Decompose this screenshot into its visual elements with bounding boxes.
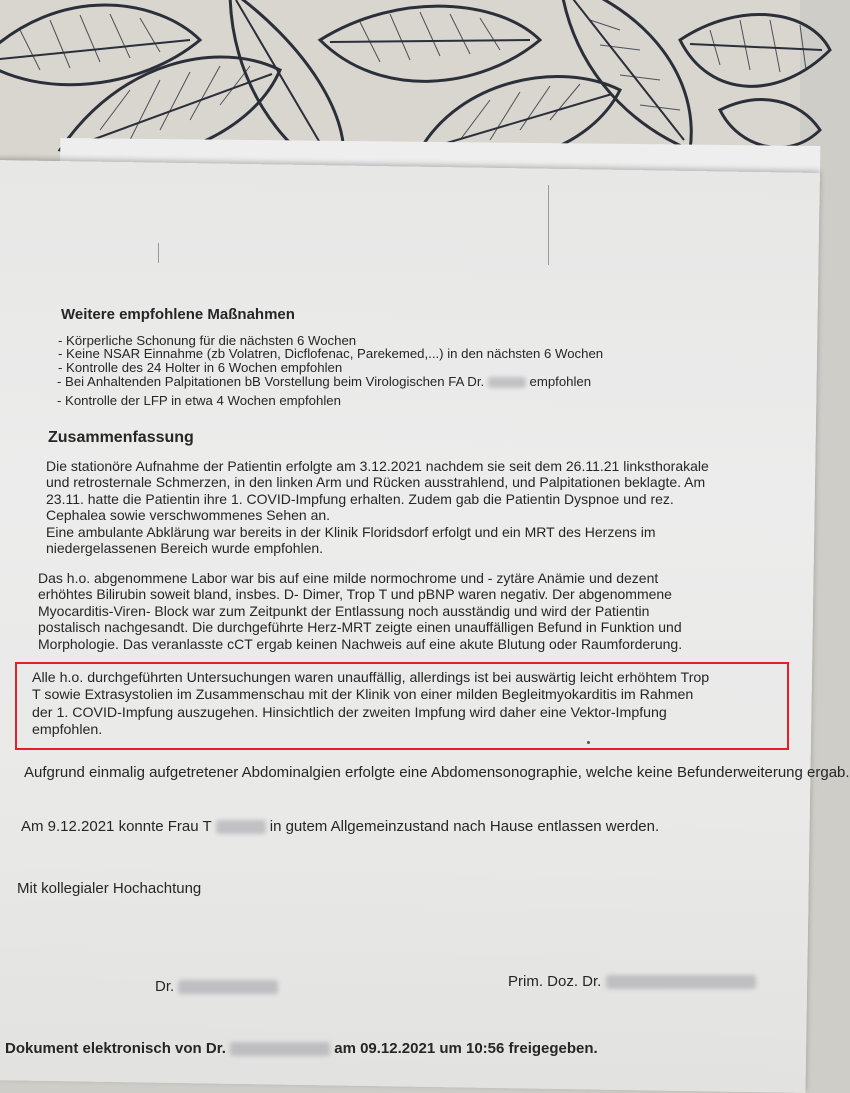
redacted-name bbox=[488, 377, 526, 388]
list-item bbox=[57, 376, 591, 388]
ink-dot bbox=[587, 741, 590, 744]
text-line: Alle h.o. durchgeführten Untersuchungen waren unauffällig, allerdings ist bei auswärtig leicht erhöhtem Trop bbox=[32, 670, 710, 686]
discharge-prefix: Am 9.12.2021 konnte Frau T bbox=[21, 818, 212, 835]
text-line: erhöhtes Bilirubin soweit bland, insbes. D- Dimer, Trop T und pBNP waren negativ. Der abgenommene bbox=[38, 586, 672, 603]
text-line: 23.11. hatte die Patientin ihre 1. COVID-Impfung erhalten. Zudem gab die Patientin Dyspnoe und rez. bbox=[46, 490, 674, 507]
text-line: T sowie Extrasystolien im Zusammenschau mit der Klinik von einer milden Begleitmyokarditis im Rahmen bbox=[32, 687, 694, 704]
redacted-name bbox=[606, 975, 756, 989]
paragraph-abdomen bbox=[24, 764, 850, 782]
footer-suffix: am 09.12.2021 um 10:56 freigegeben. bbox=[334, 1040, 598, 1057]
fold-mark bbox=[548, 185, 549, 265]
text-line: Die stationöre Aufnahme der Patientin erfolgte am 3.12.2021 nachdem sie seit dem 26.11.21 linksthorakale bbox=[46, 458, 709, 474]
signature-left-title: Dr. bbox=[155, 978, 175, 995]
text-line: postalisch nachgesandt. Die durchgeführte Herz-MRT zeigte einen unauffälligen Befund in Funktion und bbox=[38, 619, 682, 636]
text-line: Befunderweiterung ergab. bbox=[676, 764, 850, 781]
list-item-suffix: empfohlen bbox=[529, 374, 592, 389]
text-line: Cephalea sowie verschwommenes Sehen an. bbox=[46, 507, 331, 524]
text-line: und retrosternale Schmerzen, in den linken Arm und Rücken ausstrahlend, und Palpitationen beklagte. Am bbox=[46, 474, 706, 491]
footer-prefix: Dokument elektronisch von Dr. bbox=[5, 1040, 226, 1057]
closing-greeting: Mit kollegialer Hochachtung bbox=[17, 880, 202, 897]
redacted-name bbox=[216, 820, 266, 834]
list-item: - Keine NSAR Einnahme (zb Volatren, Dicflofenac, Parekemed,...) in den nächsten 6 Wochen bbox=[58, 346, 604, 361]
section-heading-summary: Zusammenfassung bbox=[48, 429, 194, 446]
list-item: - Körperliche Schonung für die nächsten 6 Wochen bbox=[58, 333, 357, 348]
section-heading-measures: Weitere empfohlene Maßnahmen bbox=[61, 306, 295, 323]
text-line: empfohlen. bbox=[32, 722, 103, 739]
redacted-name bbox=[230, 1042, 330, 1056]
list-item: - Kontrolle des 24 Holter in 6 Wochen empfohlen bbox=[58, 360, 343, 375]
paragraph-lab bbox=[38, 570, 682, 652]
list-item-text: - Bei Anhaltenden Palpitationen bB Vorstellung beim Virologischen FA Dr. bbox=[57, 374, 485, 389]
signature-right-title: Prim. Doz. Dr. bbox=[508, 973, 602, 990]
discharge-suffix: in gutem Allgemeinzustand nach Hause entlassen werden. bbox=[269, 818, 660, 835]
text-line: Eine ambulante Abklärung war bereits in der Klinik Floridsdorf erfolgt und ein MRT des Herzens im bbox=[46, 523, 656, 540]
text-line: Das h.o. abgenommene Labor war bis auf eine milde normochrome und - zytäre Anämie und dezent bbox=[38, 570, 659, 586]
text-line: niedergelassenen Bereich wurde empfohlen. bbox=[46, 540, 324, 557]
redacted-name bbox=[178, 980, 278, 994]
release-footer bbox=[5, 1040, 598, 1058]
paragraph-admission bbox=[46, 458, 709, 556]
paragraph-conclusion bbox=[32, 670, 709, 740]
text-line: Myocarditis-Viren- Block war zum Zeitpunkt der Entlassung noch ausständig und wird der Patientin bbox=[38, 602, 650, 619]
discharge-line bbox=[21, 818, 659, 836]
list-item: - Kontrolle der LFP in etwa 4 Wochen empfohlen bbox=[57, 393, 341, 408]
text-line: Aufgrund einmalig aufgetretener Abdominalgien erfolgte eine Abdomensonographie, welche keine bbox=[24, 764, 673, 781]
fold-mark bbox=[158, 243, 159, 263]
text-line: Morphologie. Das veranlasste cCT ergab keinen Nachweis auf eine akute Blutung oder Raumforderung. bbox=[38, 635, 683, 652]
signature-right bbox=[508, 973, 756, 991]
text-line: der 1. COVID-Impfung auszugehen. Hinsichtlich der zweiten Impfung wird daher eine Vektor-Impfung bbox=[32, 704, 667, 721]
signature-left bbox=[155, 978, 278, 996]
